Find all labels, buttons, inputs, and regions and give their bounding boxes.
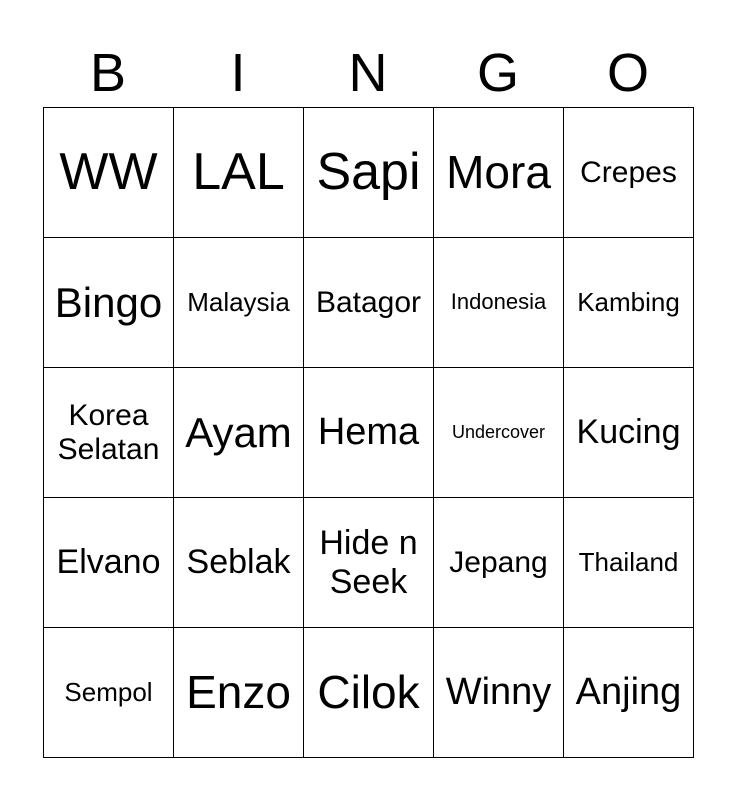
- header-letter-i: I: [230, 43, 246, 103]
- bingo-cell[interactable]: Ayam: [174, 368, 304, 498]
- bingo-cell[interactable]: Seblak: [174, 498, 304, 628]
- bingo-cell[interactable]: WW: [44, 108, 174, 238]
- bingo-cell[interactable]: Kambing: [564, 238, 694, 368]
- header-letter-b: B: [89, 43, 127, 103]
- bingo-cell[interactable]: LAL: [174, 108, 304, 238]
- bingo-cell[interactable]: Sapi: [304, 108, 434, 238]
- bingo-cell[interactable]: Winny: [434, 628, 564, 758]
- bingo-cell[interactable]: Anjing: [564, 628, 694, 758]
- bingo-cell[interactable]: Indonesia: [434, 238, 564, 368]
- bingo-cell[interactable]: Korea Selatan: [44, 368, 174, 498]
- bingo-cell[interactable]: Sempol: [44, 628, 174, 758]
- header-letter-o: O: [606, 43, 649, 103]
- bingo-cell[interactable]: Malaysia: [174, 238, 304, 368]
- bingo-cell[interactable]: Enzo: [174, 628, 304, 758]
- header-letter-g: G: [476, 43, 519, 103]
- bingo-cell[interactable]: Undercover: [434, 368, 564, 498]
- bingo-cell[interactable]: Jepang: [434, 498, 564, 628]
- bingo-cell[interactable]: Hema: [304, 368, 434, 498]
- bingo-cell[interactable]: Cilok: [304, 628, 434, 758]
- header-letter-n: N: [348, 43, 388, 103]
- bingo-cell[interactable]: Kucing: [564, 368, 694, 498]
- bingo-cell[interactable]: Mora: [434, 108, 564, 238]
- bingo-cell[interactable]: Elvano: [44, 498, 174, 628]
- bingo-cell[interactable]: Hide n Seek: [304, 498, 434, 628]
- bingo-cell[interactable]: Crepes: [564, 108, 694, 238]
- bingo-cell[interactable]: Batagor: [304, 238, 434, 368]
- bingo-board: [43, 107, 694, 758]
- bingo-cell[interactable]: Bingo: [44, 238, 174, 368]
- bingo-header: [43, 40, 693, 106]
- bingo-cell[interactable]: Thailand: [564, 498, 694, 628]
